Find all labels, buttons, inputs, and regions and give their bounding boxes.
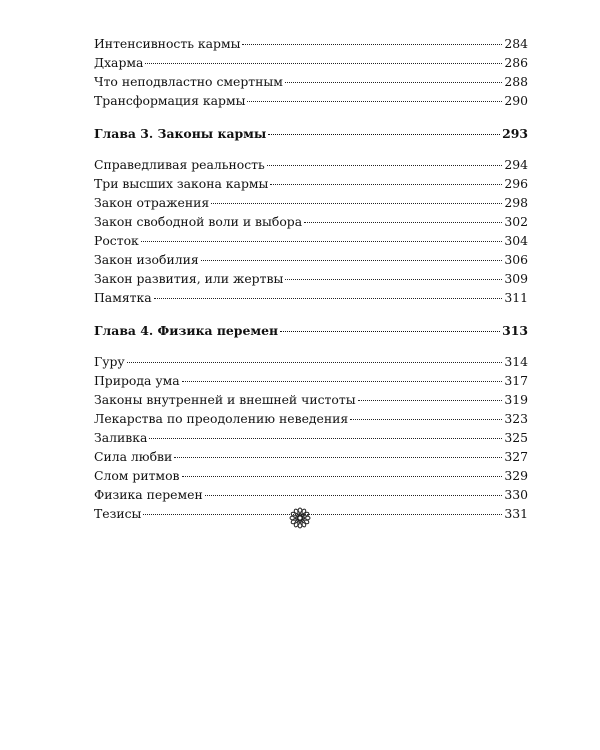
toc-entry-title: Памятка bbox=[94, 290, 152, 305]
chapter-page: 313 bbox=[502, 323, 528, 338]
toc-entry-title: Физика перемен bbox=[94, 487, 203, 502]
dot-leader bbox=[285, 279, 502, 280]
toc-entry[interactable] bbox=[94, 269, 528, 288]
toc-entry-title: Гуру bbox=[94, 354, 125, 369]
toc-entry-page: 327 bbox=[504, 449, 528, 464]
dot-leader bbox=[127, 362, 503, 363]
toc-entry-title: Закон свободной воли и выбора bbox=[94, 214, 303, 229]
dot-leader bbox=[285, 82, 502, 83]
toc-entry-page: 317 bbox=[504, 373, 528, 388]
toc-chapter-4[interactable] bbox=[94, 320, 528, 341]
chapter-title: Глава 3. Законы кармы bbox=[94, 126, 267, 141]
dot-leader bbox=[182, 381, 503, 382]
toc-entry-title: Сила любви bbox=[94, 449, 173, 464]
toc-entry-page: 298 bbox=[504, 195, 528, 210]
toc-entry[interactable] bbox=[94, 288, 528, 307]
toc-entry-page: 304 bbox=[504, 233, 528, 248]
toc-entry[interactable] bbox=[94, 174, 528, 193]
toc-entry[interactable] bbox=[94, 193, 528, 212]
dot-leader bbox=[145, 63, 502, 64]
toc-entry-title: Тезисы bbox=[94, 506, 142, 521]
chapter-page: 293 bbox=[502, 126, 528, 141]
toc-entry-title: Закон развития, или жертвы bbox=[94, 271, 284, 286]
toc-entry-page: 319 bbox=[504, 392, 528, 407]
toc-entry-page: 284 bbox=[504, 36, 528, 51]
dot-leader bbox=[174, 457, 502, 458]
dot-leader bbox=[205, 495, 503, 496]
dot-leader bbox=[280, 331, 500, 332]
toc-entry[interactable] bbox=[94, 409, 528, 428]
toc-entry-page: 309 bbox=[504, 271, 528, 286]
toc-entry-page: 306 bbox=[504, 252, 528, 267]
toc-entry[interactable] bbox=[94, 352, 528, 371]
toc-entry[interactable] bbox=[94, 212, 528, 231]
toc-entry-title: Природа ума bbox=[94, 373, 180, 388]
toc-entry[interactable] bbox=[94, 485, 528, 504]
toc-entry[interactable] bbox=[94, 34, 528, 53]
toc-entry-page: 329 bbox=[504, 468, 528, 483]
toc-entry-page: 294 bbox=[504, 157, 528, 172]
dot-leader bbox=[304, 222, 502, 223]
dot-leader bbox=[268, 134, 500, 135]
toc-entry-title: Что неподвластно смертным bbox=[94, 74, 283, 89]
toc-entry[interactable] bbox=[94, 447, 528, 466]
dot-leader bbox=[267, 165, 503, 166]
dot-leader bbox=[242, 44, 502, 45]
toc-entry[interactable] bbox=[94, 250, 528, 269]
toc-entry-title: Росток bbox=[94, 233, 139, 248]
toc-entry[interactable] bbox=[94, 155, 528, 174]
toc-entry[interactable] bbox=[94, 504, 528, 523]
toc-chapter-3[interactable] bbox=[94, 123, 528, 144]
toc-entry-title: Закон отражения bbox=[94, 195, 210, 210]
toc-entry-title: Справедливая реальность bbox=[94, 157, 265, 172]
dot-leader bbox=[350, 419, 502, 420]
toc-entry-page: 323 bbox=[504, 411, 528, 426]
toc-entry-page: 302 bbox=[504, 214, 528, 229]
toc-entry[interactable] bbox=[94, 371, 528, 390]
toc-entry-page: 296 bbox=[504, 176, 528, 191]
toc-entry[interactable] bbox=[94, 91, 528, 110]
dot-leader bbox=[358, 400, 503, 401]
toc-entry-title: Слом ритмов bbox=[94, 468, 180, 483]
dot-leader bbox=[143, 514, 502, 515]
toc-entry-page: 290 bbox=[504, 93, 528, 108]
dot-leader bbox=[141, 241, 503, 242]
toc-entry-page: 331 bbox=[504, 506, 528, 521]
toc-entry-title: Трансформация кармы bbox=[94, 93, 246, 108]
flower-ornament-icon bbox=[289, 507, 311, 533]
toc-entry-title: Законы внутренней и внешней чистоты bbox=[94, 392, 356, 407]
dot-leader bbox=[211, 203, 502, 204]
toc-entry-title: Закон изобилия bbox=[94, 252, 199, 267]
toc-entry[interactable] bbox=[94, 231, 528, 250]
toc-entry-title: Интенсивность кармы bbox=[94, 36, 241, 51]
dot-leader bbox=[201, 260, 503, 261]
toc-entry-page: 288 bbox=[504, 74, 528, 89]
toc-entry-page: 311 bbox=[504, 290, 528, 305]
toc-entry[interactable] bbox=[94, 390, 528, 409]
toc-entry-title: Заливка bbox=[94, 430, 148, 445]
dot-leader bbox=[154, 298, 503, 299]
toc-entry-page: 314 bbox=[504, 354, 528, 369]
toc-entry-title: Три высших закона кармы bbox=[94, 176, 269, 191]
toc-entry-title: Дхарма bbox=[94, 55, 144, 70]
toc-entry[interactable] bbox=[94, 53, 528, 72]
toc-entry[interactable] bbox=[94, 72, 528, 91]
table-of-contents bbox=[94, 34, 528, 523]
toc-entry[interactable] bbox=[94, 466, 528, 485]
chapter-title: Глава 4. Физика перемен bbox=[94, 323, 279, 338]
dot-leader bbox=[270, 184, 502, 185]
dot-leader bbox=[149, 438, 502, 439]
toc-entry-page: 325 bbox=[504, 430, 528, 445]
toc-entry-page: 286 bbox=[504, 55, 528, 70]
toc-entry[interactable] bbox=[94, 428, 528, 447]
toc-entry-page: 330 bbox=[504, 487, 528, 502]
dot-leader bbox=[182, 476, 503, 477]
toc-entry-title: Лекарства по преодолению неведения bbox=[94, 411, 349, 426]
dot-leader bbox=[247, 101, 502, 102]
